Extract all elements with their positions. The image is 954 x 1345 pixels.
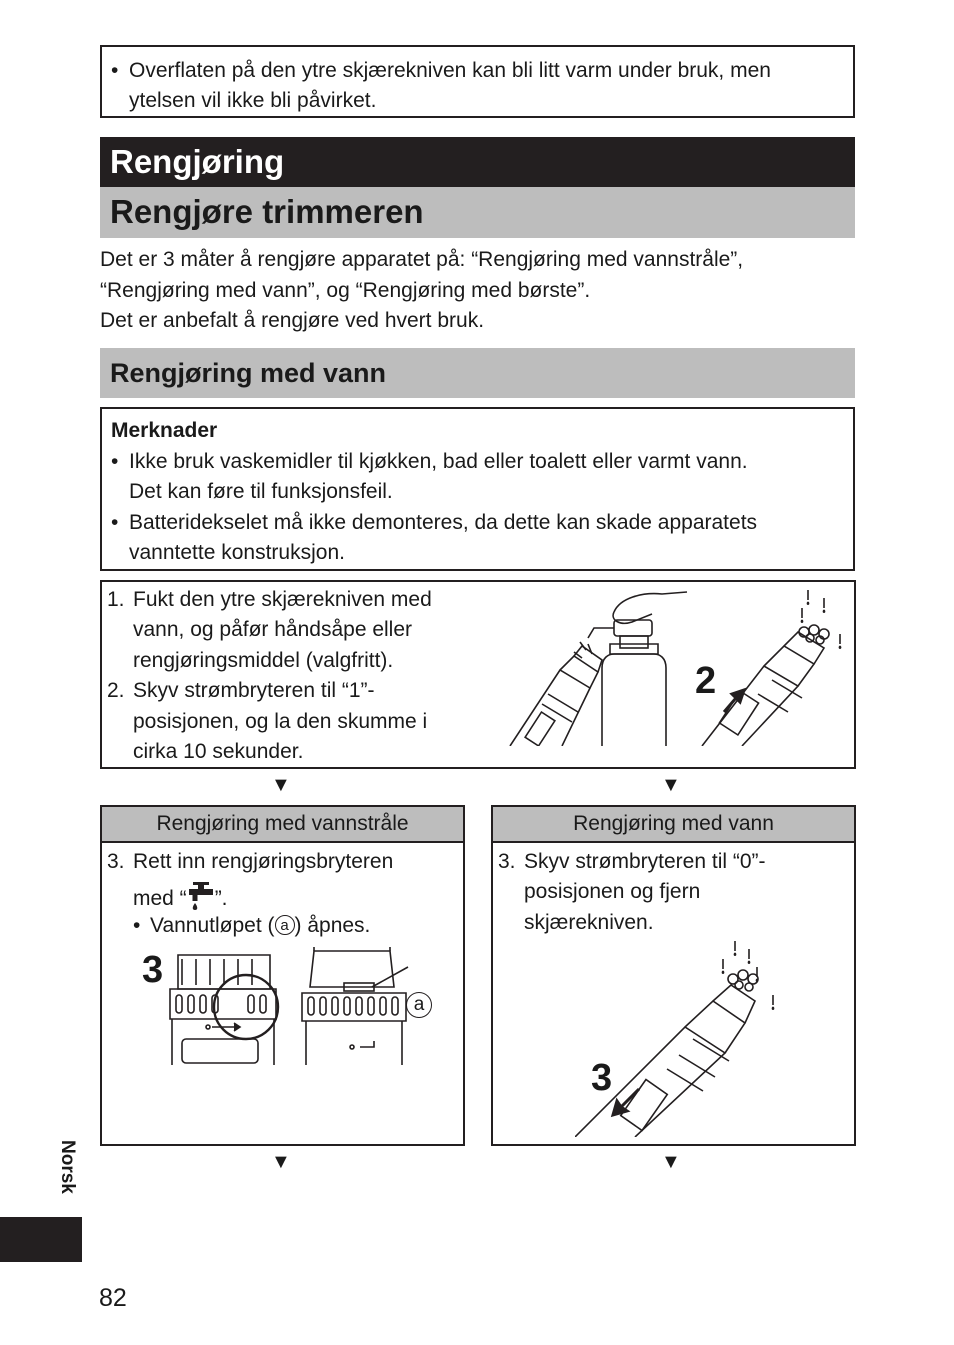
step-2-figure-label: 2 <box>695 660 717 702</box>
step-2-line3: cirka 10 sekunder. <box>133 740 304 763</box>
water-jet-switch-illustration <box>164 947 444 1067</box>
water-cleaning-heading: Rengjøring med vann <box>100 348 855 398</box>
trimmer-rinse-illustration <box>575 937 845 1137</box>
note-2-bullet: • <box>111 511 119 534</box>
flow-arrow-left-bottom: ▼ <box>271 1151 291 1173</box>
notes-title: Merknader <box>111 419 218 442</box>
note-2-line1: Batteridekselet må ikke demonteres, da dette kan skade apparatets <box>129 511 758 534</box>
right-step-line1: Skyv strømbryteren til “0”- <box>524 850 766 873</box>
step-1-line1: Fukt den ytre skjærekniven med <box>133 588 432 611</box>
note-2-line2: vanntette konstruksjon. <box>129 541 345 564</box>
intro-line2: “Rengjøring med vann”, og “Rengjøring med børste”. <box>100 279 591 302</box>
page-number: 82 <box>99 1284 127 1312</box>
step-1-line2: vann, og påfør håndsåpe eller <box>133 618 413 641</box>
left-sub-bullet: • <box>133 914 141 937</box>
soap-trimmer-illustration <box>502 584 854 746</box>
flow-arrow-right: ▼ <box>661 774 681 796</box>
top-note-box <box>100 45 855 118</box>
flow-arrow-right-bottom: ▼ <box>661 1151 681 1173</box>
outlet-callout-inline: a <box>275 915 295 935</box>
left-sub-text-a: Vannutløpet ( <box>150 914 275 937</box>
faucet-icon <box>187 881 215 911</box>
water-jet-box <box>100 805 465 1146</box>
note-1-line1: Ikke bruk vaskemidler til kjøkken, bad eller toalett eller varmt vann. <box>129 450 748 473</box>
left-step-line2-b: ”. <box>214 887 228 910</box>
step-1-line3: rengjøringsmiddel (valgfritt). <box>133 649 394 672</box>
subsection-title: Rengjøre trimmeren <box>100 187 855 238</box>
intro-line1: Det er 3 måter å rengjøre apparatet på: “Rengjøring med vannstråle”, <box>100 248 744 271</box>
language-side-label: Norsk <box>57 1140 78 1194</box>
notes-box <box>100 407 855 571</box>
top-note-line2: ytelsen vil ikke bli påvirket. <box>129 89 377 112</box>
left-sub-text <box>150 911 370 942</box>
note-1-bullet: • <box>111 450 119 473</box>
step-1-number: 1. <box>107 588 125 611</box>
left-step-line2-a: med “ <box>133 887 187 910</box>
left-step-line1: Rett inn rengjøringsbryteren <box>133 850 394 873</box>
water-box <box>491 805 856 1146</box>
left-figure-label: 3 <box>142 949 164 991</box>
outlet-callout-figure: a <box>406 992 432 1018</box>
intro-line3: Det er anbefalt å rengjøre ved hvert bruk. <box>100 309 485 332</box>
right-step-number: 3. <box>498 850 516 873</box>
step-2-line1: Skyv strømbryteren til “1”- <box>133 679 375 702</box>
steps-1-2-box <box>100 580 856 769</box>
flow-arrow-left: ▼ <box>271 774 291 796</box>
step-2-line2: posisjonen, og la den skumme i <box>133 710 428 733</box>
left-sub-text-b: ) åpnes. <box>294 914 371 937</box>
step-2-number: 2. <box>107 679 125 702</box>
water-jet-header: Rengjøring med vannstråle <box>102 807 463 843</box>
water-header: Rengjøring med vann <box>493 807 854 843</box>
right-step-line3: skjærekniven. <box>524 911 654 934</box>
left-step-number: 3. <box>107 850 125 873</box>
note-1-line2: Det kan føre til funksjonsfeil. <box>129 480 393 503</box>
section-title: Rengjøring <box>100 137 855 187</box>
language-side-tab-block <box>0 1217 82 1262</box>
right-figure-label: 3 <box>591 1057 613 1099</box>
right-step-line2: posisjonen og fjern <box>524 880 701 903</box>
left-step-line2 <box>133 881 228 915</box>
top-note-bullet: • <box>111 59 119 82</box>
top-note-line1: Overflaten på den ytre skjærekniven kan bli litt varm under bruk, men <box>129 59 771 82</box>
